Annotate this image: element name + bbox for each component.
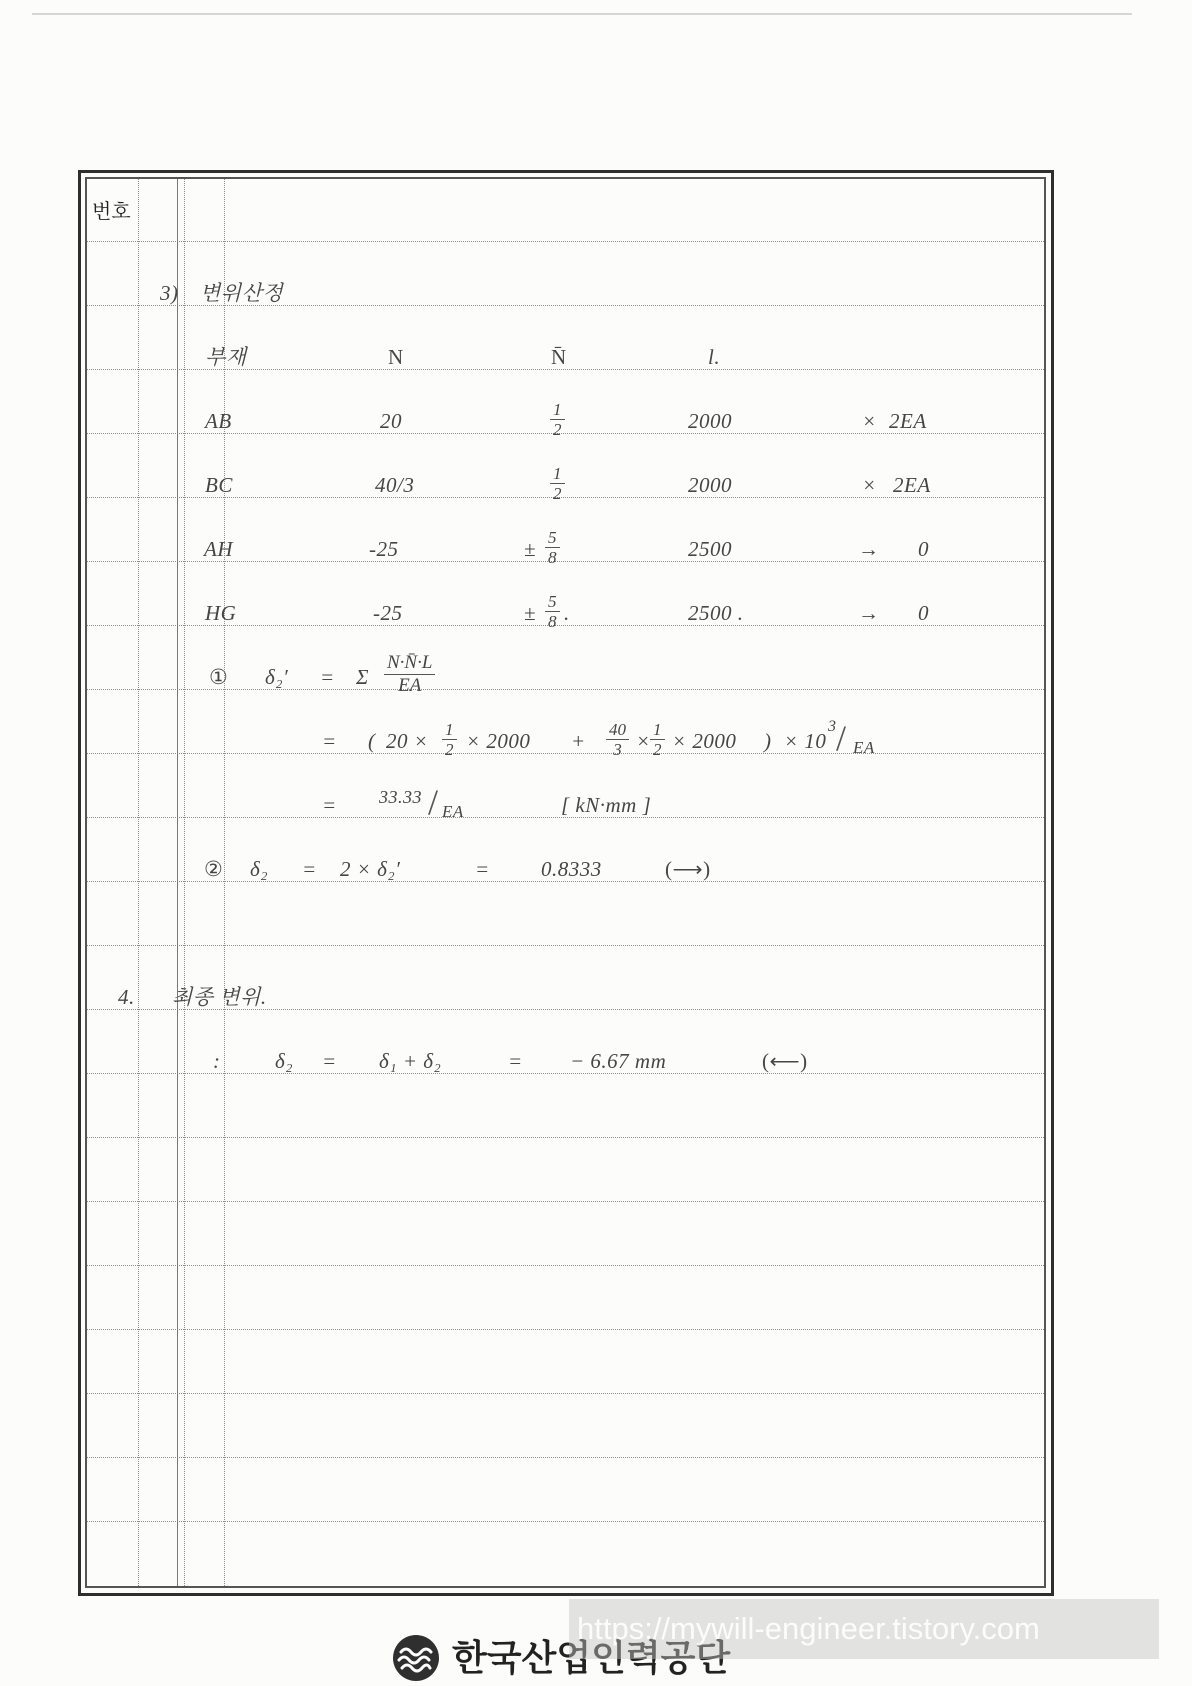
fraction-numerator: 1 <box>550 400 565 420</box>
note-cell: 2EA <box>889 409 927 433</box>
fraction-denominator: 2 <box>553 420 562 439</box>
term: × 10 <box>784 729 827 753</box>
term: × <box>636 729 651 753</box>
ruled-line <box>87 497 1044 498</box>
watermark-url: https://mywill-engineer.tistory.com <box>577 1611 1040 1646</box>
fraction-numerator: 40 <box>606 720 629 740</box>
formula-rhs: 2 × δ₂′ <box>340 857 401 881</box>
section-index: 3) <box>160 281 179 305</box>
table-row <box>0 592 1192 631</box>
margin-line <box>177 179 178 1586</box>
sign: ± <box>524 537 537 561</box>
length-cell: 2000 <box>688 409 732 433</box>
note-cell: 0 <box>918 537 929 561</box>
member-cell: AB <box>205 409 232 433</box>
formula-lhs: δ₂ <box>250 857 269 881</box>
section-3-heading <box>0 281 1192 305</box>
exponent: 3 <box>828 718 837 735</box>
units-note: [ kN·mm ] <box>561 793 652 817</box>
fraction <box>650 720 665 759</box>
ruled-line <box>87 1457 1044 1458</box>
watermark <box>569 1599 1159 1659</box>
ruled-line <box>87 625 1044 626</box>
ruled-line <box>87 817 1044 818</box>
number-label: 번호 <box>92 199 131 223</box>
ruled-line <box>87 561 1044 562</box>
division-slash: / <box>428 782 439 822</box>
fraction-numerator: 5 <box>545 528 560 548</box>
length-cell: 2500 . <box>688 601 744 625</box>
ruled-line <box>87 369 1044 370</box>
fraction-numerator: N·N̄·L <box>384 652 435 675</box>
unit-denominator: EA <box>853 738 875 757</box>
equals-sign: = <box>322 729 337 753</box>
sign: ± <box>524 601 537 625</box>
scan-edge-line <box>32 13 1132 15</box>
equals-sign: = <box>302 857 317 881</box>
note-cell: 2EA <box>893 473 931 497</box>
formula-lhs: δ₂ <box>275 1049 294 1073</box>
organization-name: 한국산업인력공단 <box>452 1638 731 1679</box>
equals-sign: = <box>320 665 335 689</box>
ruled-line <box>87 305 1044 306</box>
fraction-denominator: 3 <box>613 740 622 759</box>
header-n-bar: N̄ <box>551 345 567 369</box>
ruled-line <box>87 753 1044 754</box>
ruled-line <box>87 1137 1044 1138</box>
equals-sign: = <box>322 1049 337 1073</box>
ruled-line <box>87 881 1044 882</box>
formula-rhs: δ₁ + δ₂ <box>379 1049 442 1073</box>
note-operator: × <box>862 409 877 433</box>
fraction <box>606 720 629 759</box>
ruled-line <box>87 1073 1044 1074</box>
fraction-denominator: 2 <box>553 484 562 503</box>
n-bar-fraction <box>545 528 560 567</box>
n-bar-suffix: . <box>564 601 570 625</box>
fraction-denominator: EA <box>398 675 422 696</box>
n-bar-fraction <box>550 400 565 439</box>
ruled-line <box>87 1329 1044 1330</box>
fraction-denominator: 2 <box>653 740 662 759</box>
table-row <box>0 464 1192 503</box>
header-length: l. <box>708 345 721 369</box>
plus-sign: + <box>571 729 586 753</box>
summand-fraction <box>384 652 435 697</box>
fraction-numerator: 1 <box>650 720 665 740</box>
n-bar-fraction <box>545 592 560 631</box>
ruled-line <box>87 1393 1044 1394</box>
term: 20 × <box>386 729 429 753</box>
member-cell: BC <box>205 473 233 497</box>
margin-line <box>184 179 185 1586</box>
member-cell: AH <box>204 537 233 561</box>
fraction-denominator: 8 <box>548 612 557 631</box>
note-operator: → <box>858 601 880 625</box>
result-value: − 6.67 mm <box>570 1049 667 1073</box>
equals-sign: = <box>475 857 490 881</box>
fraction-numerator: 5 <box>545 592 560 612</box>
section-title: 변위산정 <box>200 281 284 305</box>
ruled-line <box>87 433 1044 434</box>
ruled-line <box>87 1521 1044 1522</box>
result-value: 33.33 <box>379 787 422 807</box>
fraction <box>442 720 457 759</box>
fraction-numerator: 1 <box>550 464 565 484</box>
member-cell: HG <box>205 601 237 625</box>
ruled-line <box>87 1265 1044 1266</box>
section-4-heading <box>0 985 1192 1009</box>
header-member: 부재 <box>205 345 247 369</box>
section-index: 4. <box>118 985 135 1009</box>
step1-result <box>0 782 1192 822</box>
ruled-line <box>87 689 1044 690</box>
fraction-denominator: 8 <box>548 548 557 567</box>
n-cell: 20 <box>380 409 402 433</box>
hrdk-logo-icon <box>392 1634 440 1682</box>
unit-denominator: EA <box>442 802 464 821</box>
fraction-numerator: 1 <box>442 720 457 740</box>
length-cell: 2000 <box>688 473 732 497</box>
result-value: 0.8333 <box>541 857 602 881</box>
step-marker: ② <box>204 857 224 881</box>
n-cell: -25 <box>369 537 399 561</box>
ruled-line <box>87 1201 1044 1202</box>
note-operator: × <box>862 473 877 497</box>
ruled-line <box>87 1009 1044 1010</box>
table-header <box>0 345 1192 369</box>
n-cell: -25 <box>373 601 403 625</box>
formula-lhs: δ₂′ <box>265 665 289 689</box>
step1-expansion <box>0 718 1192 759</box>
table-row <box>0 528 1192 567</box>
equals-sign: = <box>322 793 337 817</box>
fraction-denominator: 2 <box>445 740 454 759</box>
margin-line <box>138 179 139 1586</box>
section-title: 최종 변위. <box>172 985 267 1009</box>
header-n: N <box>388 345 404 369</box>
division-slash: / <box>836 718 847 758</box>
direction-arrow: (⟵) <box>762 1049 808 1073</box>
table-row <box>0 400 1192 439</box>
ruled-line <box>87 241 1044 242</box>
close-paren: ) <box>764 729 772 753</box>
margin-line <box>224 179 225 1586</box>
sigma-symbol: Σ <box>356 665 369 689</box>
n-cell: 40/3 <box>375 473 415 497</box>
n-bar-fraction <box>550 464 565 503</box>
step-marker: ① <box>209 665 229 689</box>
therefore-mark: : <box>213 1049 221 1073</box>
equals-sign: = <box>508 1049 523 1073</box>
term: × 2000 <box>466 729 531 753</box>
term: × 2000 <box>672 729 737 753</box>
note-cell: 0 <box>918 601 929 625</box>
final-result <box>0 1049 1192 1073</box>
step2-formula <box>0 857 1192 881</box>
ruled-line <box>87 945 1044 946</box>
note-operator: → <box>858 537 880 561</box>
sheet-inner-border <box>85 177 1046 1588</box>
open-paren: ( <box>368 729 376 753</box>
length-cell: 2500 <box>688 537 732 561</box>
direction-arrow: (⟶) <box>665 857 711 881</box>
